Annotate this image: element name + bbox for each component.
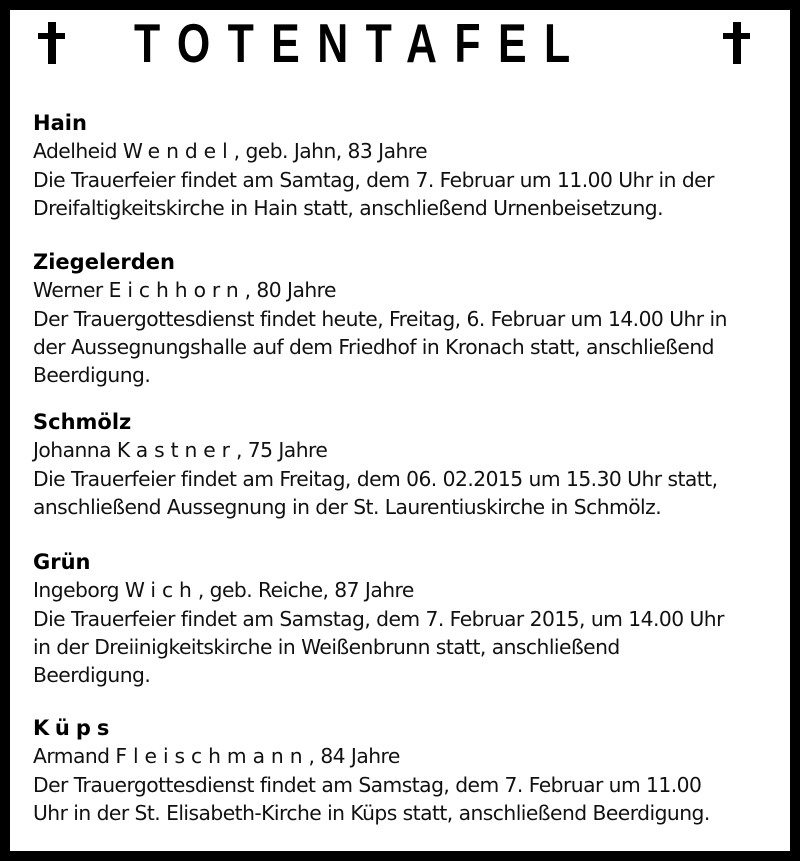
obituary-notice-panel	[10, 10, 790, 851]
entry-text-line: in der Dreiinigkeitskirche in Weißenbrunn statt, anschließend	[33, 634, 620, 659]
first-name: Werner	[33, 278, 103, 303]
surname: Fleischmann	[115, 744, 309, 769]
name-suffix: , geb. Reiche, 87 Jahre	[197, 578, 414, 603]
entry-name-line	[33, 436, 785, 464]
obituary-entry	[33, 548, 793, 689]
name-suffix: , 84 Jahre	[308, 744, 400, 769]
entry-text-line: Beerdigung.	[33, 663, 151, 688]
obituary-entry	[33, 248, 793, 389]
first-name: Armand	[33, 744, 110, 769]
name-suffix: , 80 Jahre	[244, 278, 336, 303]
entry-text-line: anschließend Aussegnung in der St. Laurentiuskirche in Schmölz.	[33, 494, 662, 519]
entry-name-line	[33, 276, 785, 304]
surname: Wich	[124, 578, 198, 603]
entry-text-line: der Aussegnungshalle auf dem Friedhof in Kronach statt, anschließend	[33, 334, 714, 359]
surname: Kastner	[116, 438, 236, 463]
entry-text-line: Die Trauerfeier findet am Samtag, dem 7. Februar um 11.00 Uhr in der	[33, 167, 714, 192]
first-name: Ingeborg	[33, 578, 119, 603]
first-name: Adelheid	[33, 139, 117, 164]
obituary-entry	[33, 109, 793, 222]
header	[10, 10, 790, 80]
surname: Wendel	[122, 139, 234, 164]
entry-text-line: Die Trauerfeier findet am Samstag, dem 7. Februar 2015, um 14.00 Uhr	[33, 606, 724, 631]
entry-text-line: Die Trauerfeier findet am Freitag, dem 06. 02.2015 um 15.30 Uhr statt,	[33, 466, 718, 491]
entry-place-heading: Ziegelerden	[33, 250, 175, 274]
entry-text-line: Beerdigung.	[33, 363, 151, 388]
surname: Eichhorn	[108, 278, 245, 303]
obituary-entry	[33, 714, 793, 827]
entry-place-heading: Hain	[33, 111, 87, 135]
cross-icon	[723, 22, 750, 64]
obituary-entry	[33, 408, 793, 521]
first-name: Johanna	[33, 438, 111, 463]
entry-text-line: Der Trauergottesdienst findet heute, Freitag, 6. Februar um 14.00 Uhr in	[33, 306, 727, 331]
entry-text-line: Der Trauergottesdienst findet am Samstag, dem 7. Februar um 11.00	[33, 772, 702, 797]
entry-name-line	[33, 576, 785, 604]
name-suffix: , 75 Jahre	[235, 438, 328, 463]
page-title: TOTENTAFEL	[134, 12, 588, 74]
entry-place-heading: Schmölz	[33, 410, 132, 434]
entry-place-heading: Küps	[33, 716, 116, 740]
entry-name-line	[33, 137, 785, 165]
entry-place-heading: Grün	[33, 550, 91, 574]
entry-text-line: Uhr in der St. Elisabeth-Kirche in Küps statt, anschließend Beerdigung.	[33, 800, 710, 825]
entry-text-line: Dreifaltigkeitskirche in Hain statt, anschließend Urnenbeisetzung.	[33, 195, 664, 220]
entry-name-line	[33, 742, 785, 770]
cross-icon	[38, 22, 65, 64]
name-suffix: , geb. Jahn, 83 Jahre	[233, 139, 428, 164]
